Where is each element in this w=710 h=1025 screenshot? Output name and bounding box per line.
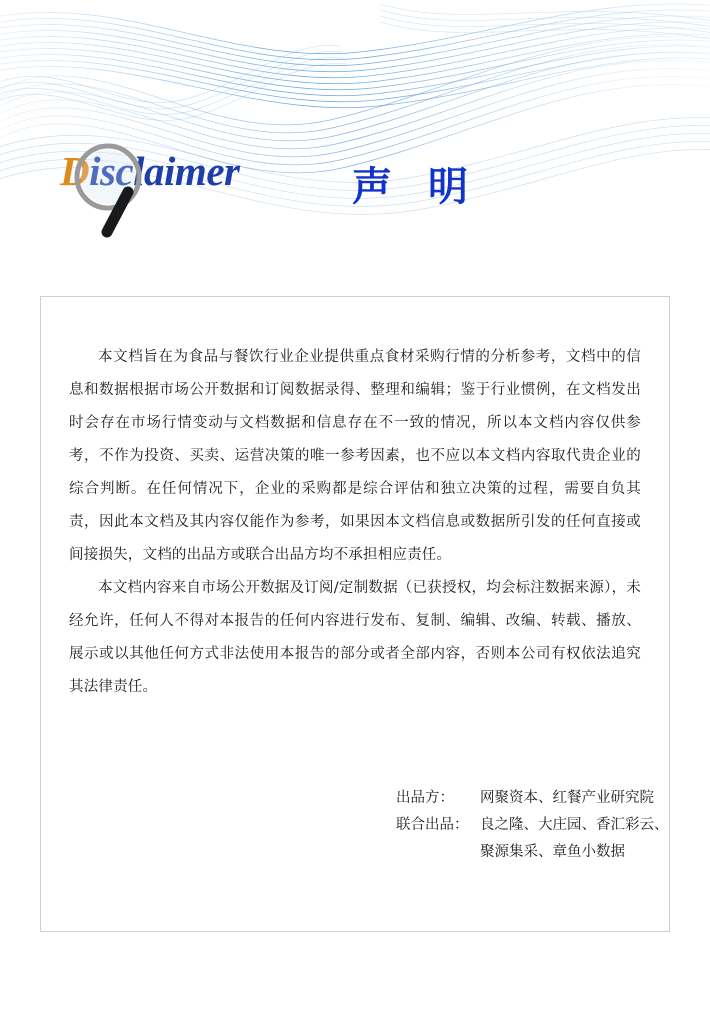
copublisher-row-continued [396,839,669,866]
copublisher-value-line1: 良之隆、大庄园、香汇彩云、 [480,817,669,833]
title-row [0,138,710,258]
disclaimer-logo-rest: isclaimer [89,148,240,194]
publisher-row [396,785,669,812]
page-title [352,155,470,212]
disclaimer-paragraph-1: 本文档旨在为食品与餐饮行业企业提供重点食材采购行情的分析参考，文档中的信息和数据根据市场公开数据和订阅数据录得、整理和编辑；鉴于行业惯例，在文档发出时会存在市场行情变动与文档数据和信息存在不一致的情况，所以本文档内容仅供参考，不作为投资、买卖、运营决策的唯一参考因素，也不应以本文档内容取代贵企业的综合判断。在任何情况下，企业的采购都是综合评估和独立决策的过程，需要自负其责，因此本文档及其内容仅能作为参考，如果因本文档信息或数据所引发的任何直接或间接损失，文档的出品方或联合出品方均不承担相应责任。 [69,349,641,563]
magnifier-icon [63,139,193,244]
disclaimer-logo [60,138,310,248]
page-title-char-1: 声 [352,164,394,210]
disclaimer-body-inner [41,297,669,704]
publisher-value: 网聚资本、红餐产业研究院 [480,790,654,806]
disclaimer-paragraph-2: 本文档内容来自市场公开数据及订阅/定制数据（已获授权，均会标注数据来源），未经允许，任何人不得对本报告的任何内容进行发布、复制、编辑、改编、转载、播放、展示或以其他任何方式非法使用本报告的部分或者全部内容，否则本公司有权依法追究其法律责任。 [69,580,641,695]
page-title-char-2: 明 [428,164,470,210]
copublisher-label: 联合出品： [396,817,469,833]
disclaimer-body-box [40,296,670,932]
publisher-label: 出品方： [396,790,454,806]
signature-block [396,785,669,866]
disclaimer-logo-initial: D [60,148,90,194]
copublisher-row [396,812,669,839]
copublisher-value-line2: 聚源集采、章鱼小数据 [480,844,625,860]
